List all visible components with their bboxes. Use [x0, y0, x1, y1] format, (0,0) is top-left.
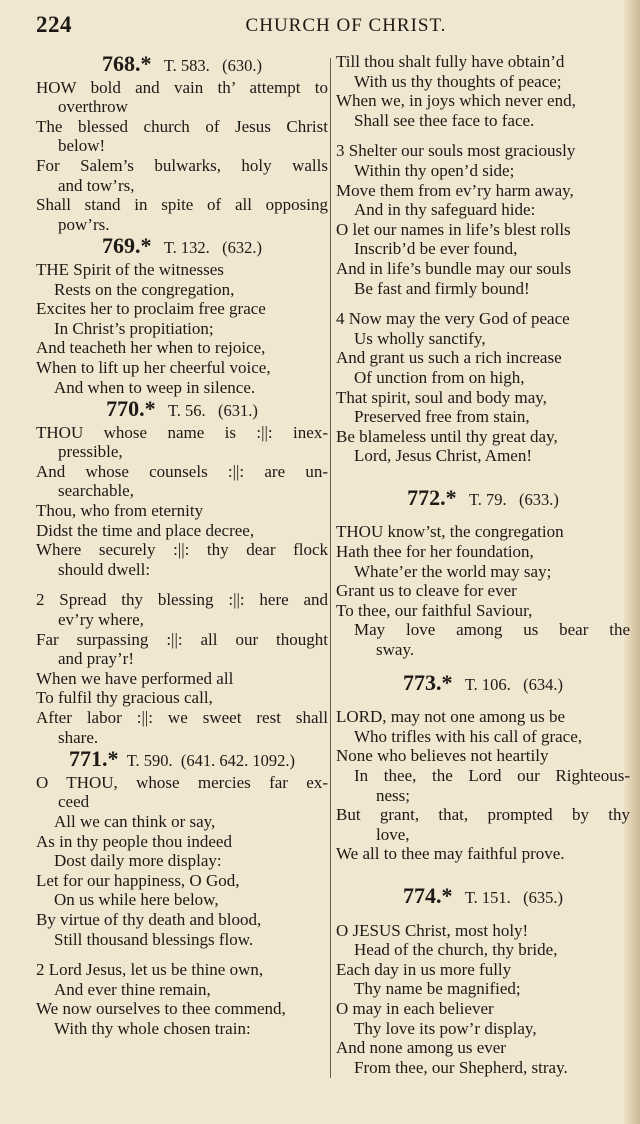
- verse-line: ness;: [376, 785, 410, 805]
- verse-line: None who believes not heartily: [336, 746, 549, 766]
- verse-line: When we, in joys which never end,: [336, 91, 576, 111]
- verse-line: below!: [58, 136, 106, 156]
- verse-line: And ever thine remain,: [54, 979, 211, 999]
- verse-line: love,: [376, 824, 410, 844]
- tune-number: T. 132.: [163, 238, 210, 258]
- verse-line: Rests on the congregation,: [54, 279, 235, 299]
- verse-line: share.: [58, 727, 99, 747]
- verse-line: THE Spirit of the witnesses: [36, 259, 224, 279]
- verse-line: ev’ry where,: [58, 610, 144, 630]
- verse-line: Shall stand in spite of all opposing: [36, 195, 328, 215]
- verse-line: Let for our happiness, O God,: [36, 870, 240, 890]
- running-title: CHURCH OF CHRIST.: [245, 15, 447, 36]
- verse-line: When to lift up her cheerful voice,: [36, 357, 271, 377]
- verse-line: That spirit, soul and body may,: [336, 387, 547, 407]
- tune-number: T. 583.: [163, 56, 210, 75]
- hymn-heading: [36, 51, 328, 76]
- hymn-heading: [336, 669, 630, 695]
- verse-line: Far surpassing :||: all our thought: [36, 629, 328, 649]
- verse-line: When we have performed all: [36, 668, 234, 688]
- verse-line: And whose counsels :||: are un-: [36, 461, 328, 481]
- verse-line: Didst the time and place decree,: [36, 520, 255, 540]
- verse-line: And grant us such a rich increase: [336, 348, 562, 368]
- verse-line: Whate’er the world may say;: [354, 561, 552, 581]
- verse-line: In Christ’s propitiation;: [54, 318, 214, 338]
- verse-line: Hath thee for her foundation,: [336, 542, 534, 562]
- verse-line: 2 Lord Jesus, let us be thine own,: [36, 960, 264, 980]
- alt-number: (633.): [519, 489, 559, 509]
- verse-line: pow’rs.: [58, 214, 110, 234]
- tune-number: T. 151.: [464, 887, 511, 907]
- alt-number: (630.): [222, 56, 263, 75]
- verse-line: And when to weep in silence.: [54, 377, 256, 397]
- alt-number: (634.): [523, 674, 564, 694]
- verse-line: But grant, that, prompted by thy: [336, 805, 630, 825]
- tune-number: T. 79.: [468, 489, 507, 509]
- verse-line: pressible,: [58, 442, 123, 462]
- verse-line: And none among us ever: [336, 1038, 506, 1058]
- verse-line: Be blameless until thy great day,: [336, 426, 558, 446]
- verse-line: Shall see thee face to face.: [354, 110, 535, 130]
- verse-line: THOU know’st, the congregation: [336, 522, 564, 542]
- verse-line: And in thy safeguard hide:: [354, 200, 536, 220]
- verse-line: And in life’s bundle may our souls: [336, 258, 572, 278]
- verse-line: By virtue of thy death and blood,: [36, 909, 262, 929]
- verse-line: O may in each believer: [336, 998, 494, 1018]
- verse-line: Be fast and firmly bound!: [354, 278, 530, 298]
- verse-line: With thy whole chosen train:: [54, 1018, 251, 1038]
- verse-line: THOU whose name is :||: inex-: [36, 422, 328, 442]
- verse-line: To fulfil thy gracious call,: [36, 688, 213, 708]
- hymn-number: 770.*: [106, 396, 156, 422]
- verse-line: Us wholly sanctify,: [354, 328, 486, 348]
- alt-number: (641. 642. 1092.): [180, 751, 296, 771]
- verse-line: overthrow: [58, 97, 128, 117]
- verse-line: We now ourselves to thee commend,: [36, 999, 286, 1019]
- verse-line: Dost daily more display:: [54, 851, 222, 871]
- hymn-number: 771.*: [68, 746, 119, 772]
- tune-number: T. 106.: [464, 674, 511, 694]
- verse-line: O THOU, whose mercies far ex-: [36, 772, 328, 792]
- verse-line: Till thou shalt fully have obtain’d: [336, 52, 565, 71]
- verse-line: As in thy people thou indeed: [36, 831, 232, 851]
- verse-line: Move them from ev’ry harm away,: [336, 180, 574, 200]
- tune-number: T. 590.: [126, 751, 173, 771]
- verse-line: searchable,: [58, 481, 134, 501]
- verse-line: And teacheth her when to rejoice,: [36, 338, 266, 358]
- right-column: [336, 52, 630, 1077]
- verse-line: Preserved free from stain,: [354, 407, 530, 427]
- verse-line: On us while here below,: [54, 890, 219, 910]
- verse-line: Who trifles with his call of grace,: [354, 726, 583, 746]
- verse-line: Where securely :||: thy dear flock: [36, 540, 328, 560]
- page-number: 224: [36, 12, 72, 37]
- verse-line: ceed: [58, 792, 90, 812]
- verse-line: HOW bold and vain th’ attempt to: [36, 77, 328, 97]
- hymn-heading: [336, 484, 630, 510]
- verse-line: Lord, Jesus Christ, Amen!: [354, 446, 533, 466]
- alt-number: (632.): [222, 238, 263, 258]
- hymn-number: 772.*: [407, 484, 457, 510]
- verse-line: After labor :||: we sweet rest shall: [36, 708, 328, 727]
- verse-line: In thee, the Lord our Righteous-: [354, 766, 630, 785]
- alt-number: (635.): [523, 887, 564, 907]
- page-header: [36, 12, 616, 42]
- verse-line: We all to thee may faithful prove.: [336, 844, 565, 864]
- verse-line: and tow’rs,: [58, 175, 135, 195]
- verse-line: 4 Now may the very God of peace: [336, 309, 570, 329]
- verse-line: Still thousand blessings flow.: [54, 929, 254, 949]
- verse-line: May love among us bear the: [354, 620, 630, 640]
- hymn-number: 769.*: [101, 233, 152, 259]
- verse-line: The blessed church of Jesus Christ: [36, 116, 328, 136]
- verse-line: From thee, our Shepherd, stray.: [354, 1057, 568, 1077]
- verse-line: To thee, our faithful Saviour,: [336, 600, 533, 620]
- verse-line: Excites her to proclaim free grace: [36, 299, 266, 319]
- hymn-heading: [336, 882, 630, 908]
- verse-line: Of unction from on high,: [354, 367, 525, 387]
- verse-line: should dwell:: [58, 559, 151, 579]
- verse-line: O JESUS Christ, most holy!: [336, 920, 529, 940]
- verse-line: and pray’r!: [58, 649, 134, 669]
- hymn-heading: [36, 396, 328, 422]
- verse-line: Head of the church, thy bride,: [354, 940, 558, 960]
- verse-line: With us thy thoughts of peace;: [354, 71, 562, 91]
- verse-line: For Salem’s bulwarks, holy walls: [36, 155, 328, 175]
- verse-line: 2 Spread thy blessing :||: here and: [36, 590, 328, 610]
- verse-line: sway.: [376, 640, 415, 660]
- verse-line: 3 Shelter our souls most graciously: [336, 141, 576, 161]
- verse-line: Within thy open’d side;: [354, 160, 515, 180]
- left-column: [36, 52, 328, 1039]
- verse-line: Thy love its pow’r display,: [354, 1018, 537, 1038]
- hymn-number: 768.*: [101, 51, 152, 76]
- verse-line: Thou, who from eternity: [36, 501, 204, 521]
- hymn-heading: [36, 746, 328, 772]
- verse-line: Grant us to cleave for ever: [336, 581, 517, 601]
- hymn-heading: [36, 233, 328, 259]
- hymn-number: 773.*: [402, 669, 453, 695]
- hymn-number: 774.*: [402, 882, 453, 908]
- tune-number: T. 56.: [167, 401, 206, 421]
- verse-line: Each day in us more fully: [336, 959, 512, 979]
- verse-line: All we can think or say,: [54, 811, 216, 831]
- column-divider: [330, 58, 331, 1078]
- verse-line: O let our names in life’s blest rolls: [336, 219, 571, 239]
- verse-line: LORD, may not one among us be: [336, 707, 565, 727]
- alt-number: (631.): [218, 401, 258, 421]
- verse-line: Inscrib’d be ever found,: [354, 239, 518, 259]
- verse-line: Thy name be magnified;: [354, 979, 521, 999]
